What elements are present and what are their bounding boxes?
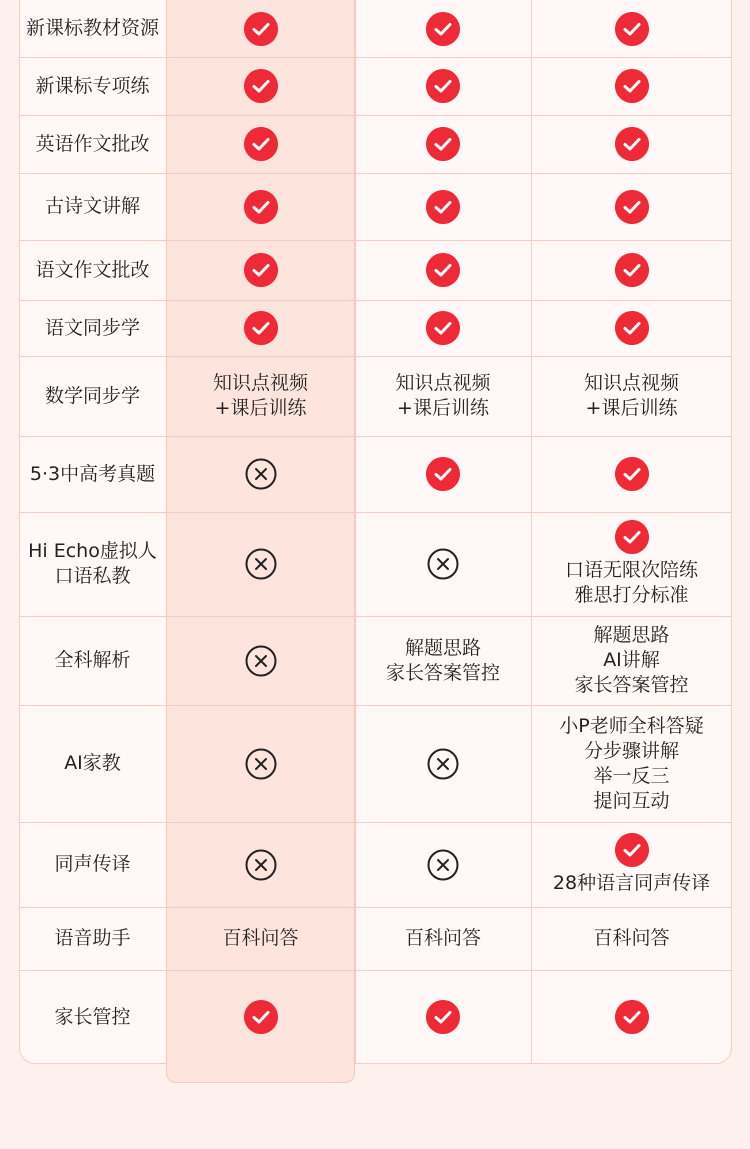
check-circle-icon bbox=[615, 457, 649, 491]
feature-label bbox=[19, 616, 166, 705]
feature-label bbox=[19, 822, 166, 907]
check-circle-icon bbox=[426, 457, 460, 491]
check-circle-icon bbox=[615, 520, 649, 554]
plan-cell bbox=[355, 240, 531, 300]
plan-cell-text bbox=[395, 371, 490, 421]
plan-cell-text-line: +课后训练 bbox=[585, 397, 678, 419]
plan-cell bbox=[166, 356, 355, 436]
plan-cell-text-line: 雅思打分标准 bbox=[574, 584, 689, 606]
check-circle-icon bbox=[244, 311, 278, 345]
check-circle-icon bbox=[426, 127, 460, 161]
plan-cell bbox=[166, 970, 355, 1064]
plan-cell-text bbox=[222, 926, 298, 951]
check-circle-icon bbox=[615, 69, 649, 103]
feature-label-line: Hi Echo虚拟人 bbox=[28, 540, 157, 562]
plan-cell-text bbox=[553, 871, 710, 896]
plan-cell bbox=[531, 115, 732, 173]
plan-cell bbox=[166, 0, 355, 57]
feature-label bbox=[19, 300, 166, 356]
plan-cell-text bbox=[593, 926, 669, 951]
cross-circle-icon bbox=[245, 458, 277, 490]
plan-cell bbox=[355, 907, 531, 970]
plan-cell-text-line: AI讲解 bbox=[603, 649, 660, 671]
plan-cell bbox=[166, 173, 355, 240]
plan-cell bbox=[531, 436, 732, 512]
plan-cell bbox=[166, 436, 355, 512]
check-circle-icon bbox=[615, 833, 649, 867]
plan-cell bbox=[531, 970, 732, 1064]
plan-cell bbox=[355, 57, 531, 115]
feature-label bbox=[19, 240, 166, 300]
plan-cell bbox=[166, 240, 355, 300]
plan-cell bbox=[166, 300, 355, 356]
plan-cell bbox=[355, 512, 531, 616]
plan-cell bbox=[355, 0, 531, 57]
check-circle-icon bbox=[426, 1000, 460, 1034]
plan-cell-text-line: 百科问答 bbox=[222, 927, 299, 949]
plan-cell-text-line: 解题思路 bbox=[404, 636, 481, 659]
plan-cell bbox=[531, 705, 732, 822]
check-circle-icon bbox=[615, 12, 649, 46]
plan-cell bbox=[166, 705, 355, 822]
cross-circle-icon bbox=[427, 849, 459, 881]
check-circle-icon bbox=[615, 1000, 649, 1034]
plan-cell-text-line: 小P老师全科答疑 bbox=[559, 714, 704, 737]
feature-label-line: 口语私教 bbox=[54, 565, 131, 587]
cross-circle-icon bbox=[245, 548, 277, 580]
plan-cell-text-line: 知识点视频 bbox=[212, 372, 308, 394]
plan-cell-text-line: 知识点视频 bbox=[395, 372, 491, 394]
plan-cell-text-line: 举一反三 bbox=[593, 764, 670, 787]
plan-cell bbox=[531, 356, 732, 436]
feature-label bbox=[19, 512, 166, 616]
feature-label-line: AI家教 bbox=[64, 752, 121, 774]
feature-label-line: 语音助手 bbox=[54, 927, 131, 949]
plan-cell-text-line: 百科问答 bbox=[404, 927, 481, 949]
feature-label-line: 5·3中高考真题 bbox=[29, 462, 156, 485]
plan-cell bbox=[166, 57, 355, 115]
plan-cell-text-line: 知识点视频 bbox=[583, 372, 679, 394]
feature-label bbox=[19, 705, 166, 822]
check-circle-icon bbox=[244, 1000, 278, 1034]
feature-label bbox=[19, 970, 166, 1064]
plan-cell bbox=[531, 512, 732, 616]
check-circle-icon bbox=[615, 190, 649, 224]
plan-cell bbox=[531, 173, 732, 240]
check-circle-icon bbox=[615, 253, 649, 287]
plan-cell bbox=[355, 436, 531, 512]
check-circle-icon bbox=[426, 12, 460, 46]
plan-cell bbox=[531, 822, 732, 907]
plan-cell-text-line: 28种语言同声传译 bbox=[552, 872, 711, 894]
plan-cell bbox=[355, 300, 531, 356]
feature-label-line: 同声传译 bbox=[54, 853, 131, 875]
plan-cell-text-line: 分步骤讲解 bbox=[583, 739, 679, 762]
plan-cell bbox=[531, 616, 732, 705]
feature-label bbox=[19, 173, 166, 240]
check-circle-icon bbox=[426, 253, 460, 287]
cross-circle-icon bbox=[427, 548, 459, 580]
plan-cell-text-line: +课后训练 bbox=[214, 397, 307, 419]
feature-label-line: 古诗文讲解 bbox=[44, 195, 140, 217]
cross-circle-icon bbox=[245, 849, 277, 881]
plan-cell bbox=[355, 705, 531, 822]
check-circle-icon bbox=[426, 190, 460, 224]
plan-cell bbox=[166, 822, 355, 907]
plan-cell bbox=[531, 0, 732, 57]
feature-label bbox=[19, 57, 166, 115]
plan-cell bbox=[355, 822, 531, 907]
feature-label-line: 语文作文批改 bbox=[35, 258, 150, 281]
plan-cell bbox=[355, 173, 531, 240]
plan-cell-text bbox=[405, 926, 481, 951]
plan-cell bbox=[166, 907, 355, 970]
plan-cell-text bbox=[584, 371, 679, 421]
feature-label bbox=[19, 907, 166, 970]
feature-label-line: 家长管控 bbox=[54, 1005, 131, 1028]
plan-cell-text-line: 提问互动 bbox=[593, 789, 670, 812]
feature-label bbox=[19, 115, 166, 173]
check-circle-icon bbox=[244, 69, 278, 103]
plan-cell-text bbox=[386, 636, 500, 686]
plan-cell-text-line: 家长答案管控 bbox=[385, 661, 500, 684]
plan-cell-text bbox=[213, 371, 308, 421]
plan-cell bbox=[355, 356, 531, 436]
plan-cell-text-line: +课后训练 bbox=[397, 397, 489, 419]
check-circle-icon bbox=[426, 311, 460, 345]
plan-cell-text bbox=[559, 714, 703, 814]
plan-cell bbox=[355, 970, 531, 1064]
cross-circle-icon bbox=[245, 748, 277, 780]
feature-label-line: 新课标专项练 bbox=[35, 74, 150, 97]
feature-label-line: 语文同步学 bbox=[44, 316, 140, 339]
feature-label-line: 全科解析 bbox=[54, 649, 131, 671]
plan-cell bbox=[166, 512, 355, 616]
feature-label-line: 数学同步学 bbox=[44, 384, 140, 407]
plan-cell bbox=[531, 240, 732, 300]
plan-cell-text bbox=[565, 558, 698, 608]
feature-label-line: 英语作文批改 bbox=[35, 132, 150, 155]
plan-cell bbox=[166, 115, 355, 173]
cross-circle-icon bbox=[245, 645, 277, 677]
check-circle-icon bbox=[244, 253, 278, 287]
feature-label-line: 新课标教材资源 bbox=[25, 17, 159, 39]
plan-cell-text-line: 家长答案管控 bbox=[574, 674, 689, 696]
plan-cell bbox=[531, 907, 732, 970]
plan-cell-text bbox=[574, 623, 688, 698]
check-circle-icon bbox=[615, 311, 649, 345]
check-circle-icon bbox=[426, 69, 460, 103]
plan-cell-text-line: 口语无限次陪练 bbox=[564, 559, 698, 581]
feature-label bbox=[19, 436, 166, 512]
check-circle-icon bbox=[244, 190, 278, 224]
plan-cell bbox=[531, 57, 732, 115]
check-circle-icon bbox=[615, 127, 649, 161]
cross-circle-icon bbox=[427, 748, 459, 780]
plan-cell bbox=[355, 616, 531, 705]
plan-cell bbox=[531, 300, 732, 356]
plan-cell-text-line: 百科问答 bbox=[593, 927, 670, 949]
plan-cell-text-line: 解题思路 bbox=[593, 624, 670, 646]
check-circle-icon bbox=[244, 12, 278, 46]
check-circle-icon bbox=[244, 127, 278, 161]
feature-label bbox=[19, 356, 166, 436]
plan-cell bbox=[166, 616, 355, 705]
plan-cell bbox=[355, 115, 531, 173]
feature-label bbox=[19, 0, 166, 57]
